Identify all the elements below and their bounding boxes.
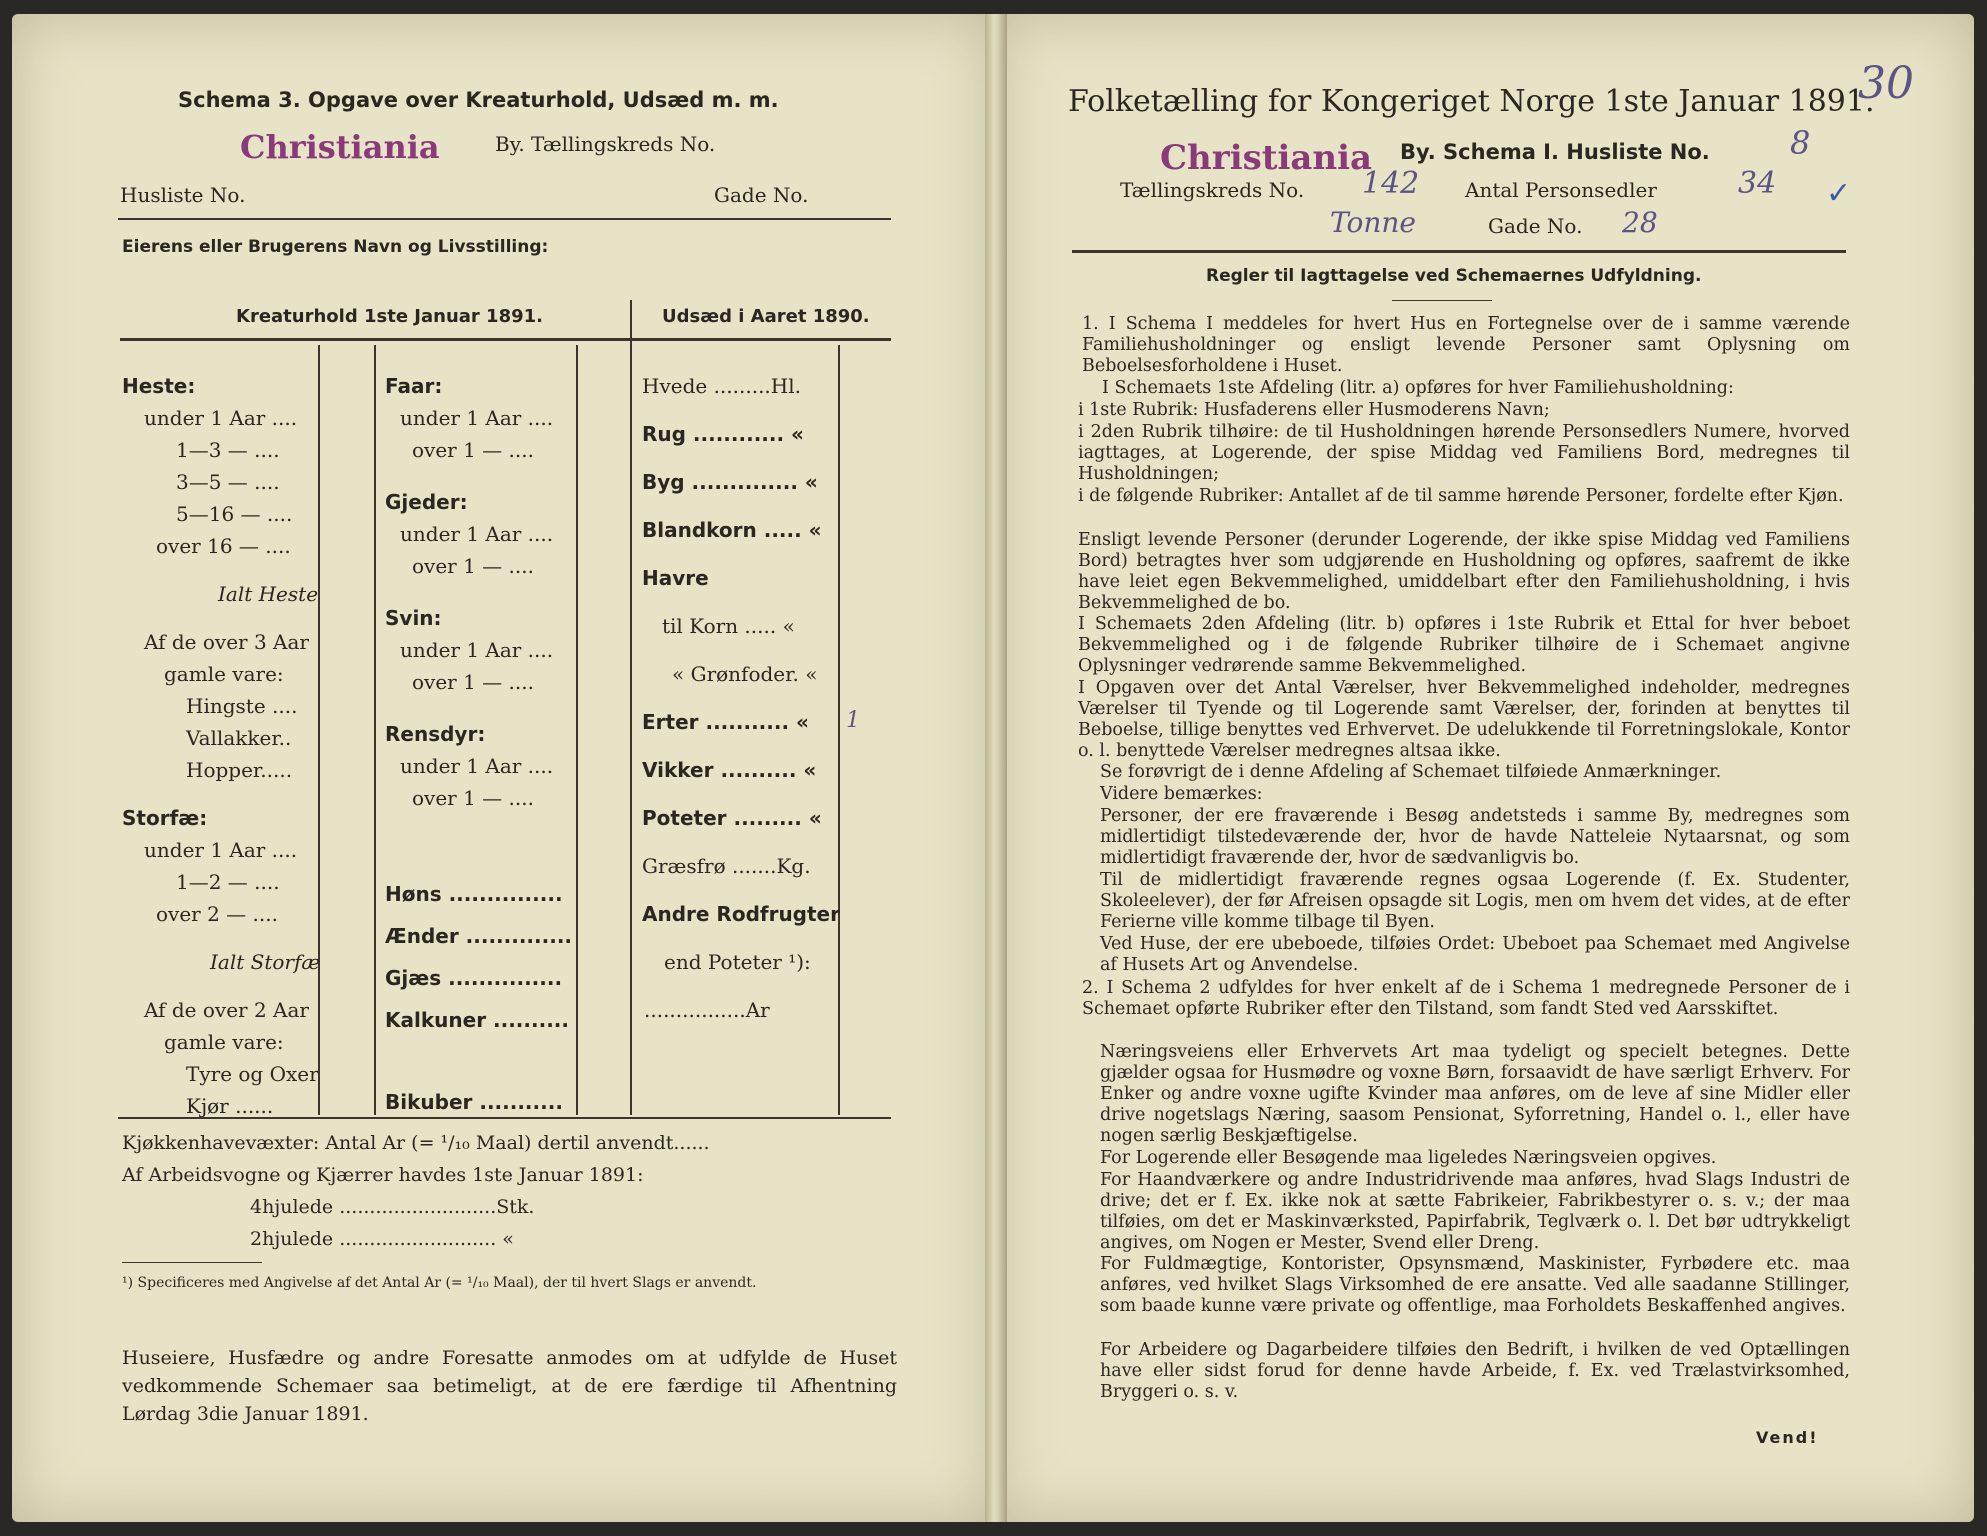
rule-item: For Haandværkere og andre Industridrivende maa anføres, hvad Slags Industri de drive; det er f. Ex. ikke nok at sætte Fabrikeier, Fabrikbestyrer o. s. v.; der maa tilføies, om det er Maskinværksted, Papirfabrik, Teglværk o. l. Det bør udtrykkeligt angives, om Nogen er Mester, Svend eller Dreng.: [1100, 1170, 1850, 1253]
page-number: 30: [1858, 58, 1914, 109]
right-title: Folketælling for Kongeriget Norge 1ste Januar 1891.: [1068, 84, 1875, 119]
col2-row: over 1 — ....: [412, 786, 534, 810]
antal-label: Antal Personsedler: [1465, 178, 1657, 202]
col3-row: Blandkorn ..... «: [642, 518, 822, 542]
rule-item: 2. I Schema 2 udfyldes for hver enkelt af de i Schema 1 medregnede Personer de i Schemaet opførte Rubriker efter den Tilstand, som fandt Sted ved Aarsskiftet.: [1082, 978, 1850, 1019]
col1-row: Ialt Heste: [218, 582, 319, 606]
col3-row: « Grønfoder. «: [672, 662, 818, 686]
rule-item: i de følgende Rubriker: Antallet af de til samme hørende Personer, fordelte efter Kjøn.: [1078, 486, 1844, 506]
rule-item: For Logerende eller Besøgende maa ligeledes Næringsveien opgives.: [1100, 1148, 1717, 1168]
col1-row: Vallakker..: [186, 726, 292, 750]
right-city-stamp: Christiania: [1160, 138, 1373, 178]
rule-item: 1. I Schema I meddeles for hvert Hus en Fortegnelse over de i samme værende Familiehusholdninger og ensligt levende Personer samt Oplysning om Beboelsesforholdene i Huset.: [1082, 314, 1850, 376]
rule-item: Ved Huse, der ere ubeboede, tilføies Ordet: Ubeboet paa Schemaet med Angivelse af Husets Art og Anvendelse.: [1100, 934, 1850, 975]
arbeid-line: Af Arbeidsvogne og Kjærrer havdes 1ste Januar 1891:: [122, 1164, 644, 1186]
left-by-label: By. Tællingskreds No.: [495, 132, 716, 156]
col2-row: under 1 Aar ....: [400, 638, 554, 662]
col1-row: 5—16 — ....: [176, 502, 293, 526]
col2-row: Bikuber ...........: [385, 1090, 563, 1114]
rules-title-rule: [1392, 300, 1492, 301]
gade-name: Tonne: [1330, 206, 1416, 239]
col1-row: Kjør ......: [186, 1094, 274, 1118]
rules-title: Regler til Iagttagelse ved Schemaernes Udfyldning.: [1206, 266, 1702, 286]
col3-row: ................Ar: [644, 998, 770, 1022]
col2-row: under 1 Aar ....: [400, 406, 554, 430]
erter-value: 1: [846, 708, 860, 733]
left-city-stamp: Christiania: [240, 128, 440, 166]
col1-row: Hopper.....: [186, 758, 293, 782]
col3-row: Erter ........... «: [642, 710, 809, 734]
col1-row: over 16 — ....: [156, 534, 291, 558]
closing-text: Huseiere, Husfædre og andre Foresatte anmodes om at udfylde de Huset vedkommende Schemaer saa betimeligt, at de ere færdige til Afhentning Lørdag 3die Januar 1891.: [122, 1347, 897, 1425]
rule-item: Personer, der ere fraværende i Besøg andetsteds i samme By, medregnes som midlertidigt tilstedeværende der, hvor de havde Natteleie Nytaarsnat, og som midlertidigt fraværende der, hvor de sædvanligvis bo.: [1100, 806, 1850, 868]
left-eier-label: Eierens eller Brugerens Navn og Livsstilling:: [122, 237, 549, 257]
col2-row: over 1 — ....: [412, 438, 534, 462]
col2-row: Rensdyr:: [385, 722, 486, 746]
rule-item: Videre bemærkes:: [1100, 784, 1263, 804]
left-rule-1: [118, 218, 891, 220]
col2-row: under 1 Aar ....: [400, 522, 554, 546]
col2-row: Faar:: [385, 374, 443, 398]
gade-label: Gade No.: [1488, 214, 1583, 238]
header-rule: [120, 338, 891, 341]
kreds-no: 142: [1362, 166, 1420, 201]
col3-row: Poteter ......... «: [642, 806, 822, 830]
col1-row: Af de over 2 Aar: [144, 998, 309, 1022]
col2-row: Svin:: [385, 606, 442, 630]
rule-item: For Fuldmægtige, Kontorister, Opsynsmænd, Maskinister, Fyrbødere etc. maa anføres, ved hvilket Slags Virksomhed de ere ansatte. Ved alle saadanne Stillinger, som baade kunne være private og offentlige, maa Forholdets Beskaffenhed angives.: [1100, 1254, 1850, 1316]
col3-row: Rug ............ «: [642, 422, 804, 446]
antal-no: 34: [1738, 166, 1777, 201]
column-divider-1: [318, 345, 320, 1115]
rule-item: I Opgaven over det Antal Værelser, hver Bekvemmelighed indeholder, medregnes Værelser til Tyende og til Logerende samt Værelser, der, forinden at benyttes til Beboelse, tillige benyttes ved Erhvervet. De udelukkende til Forretningslokale, Kontor o. l. benyttede Værelser medregnes altsaa ikke.: [1078, 678, 1850, 761]
footnote-rule: [122, 1262, 262, 1263]
kreatur-header: Kreaturhold 1ste Januar 1891.: [236, 306, 543, 327]
col2-row: Høns ...............: [385, 882, 563, 906]
col1-row: under 1 Aar ....: [144, 838, 298, 862]
col2-row: Gjeder:: [385, 490, 468, 514]
rule-item: Til de midlertidigt fraværende regnes ogsaa Logerende (f. Ex. Studenter, Skoleelever), der før Afreisen opsagde sit Logis, men om hvem det vides, at de efter Ferierne ville komme tilbage til Byen.: [1100, 870, 1850, 932]
col1-row: Heste:: [122, 374, 196, 398]
col3-row: end Poteter ¹):: [664, 950, 811, 974]
rule-item: For Arbeidere og Dagarbeidere tilføies den Bedrift, i hvilken de ved Optællingen have eller sidst forud for denne havde Arbeide, f. Ex. ved Trælastvirksomhed, Bryggeri o. s. v.: [1100, 1340, 1850, 1402]
col3-row: til Korn ..... «: [662, 614, 795, 638]
col1-row: gamle vare:: [164, 662, 284, 686]
udsaed-header: Udsæd i Aaret 1890.: [662, 306, 870, 327]
footnote: ¹) Specificeres med Angivelse af det Antal Ar (= ¹/₁₀ Maal), der til hvert Slags er anvendt.: [122, 1275, 757, 1291]
gade-no: 28: [1622, 206, 1658, 239]
col1-row: under 1 Aar ....: [144, 406, 298, 430]
col3-row: Hvede .........Hl.: [642, 374, 801, 398]
col1-row: Storfæ:: [122, 806, 208, 830]
rule-item: Se forøvrigt de i denne Afdeling af Schemaet tilføiede Anmærkninger.: [1100, 762, 1722, 782]
vend-label: Vend!: [1756, 1428, 1819, 1447]
rule-item: i 2den Rubrik tilhøire: de til Husholdningen hørende Personsedlers Numere, hvorved iagttages, at Logerende, der spise Middag ved Familiens Bord, medregnes til Husholdningen;: [1078, 422, 1850, 484]
col1-row: Af de over 3 Aar: [144, 630, 309, 654]
col2-row: Ænder ..............: [385, 924, 573, 948]
book-spine: [985, 14, 1007, 1522]
col1-row: Hingste ....: [186, 694, 298, 718]
kreds-label: Tællingskreds No.: [1120, 178, 1305, 202]
col3-row: Vikker .......... «: [642, 758, 817, 782]
col1-row: 1—3 — ....: [176, 438, 280, 462]
check-mark: ✓: [1826, 176, 1852, 211]
column-divider-main: [630, 300, 632, 1115]
left-title: Schema 3. Opgave over Kreaturhold, Udsæd m. m.: [178, 88, 779, 112]
husliste-no: 8: [1790, 124, 1811, 162]
left-gade-label: Gade No.: [714, 183, 809, 207]
rule-item: Ensligt levende Personer (derunder Logerende, der ikke spise Middag ved Familiens Bord) betragtes hver som udgjørende en Husholdning og opføres, saafremt de ikke have leiet egen Bekvemmelighed, umiddelbart efter den Familiehusholdning, i hvis Bekvemmelighed de bo.: [1078, 530, 1850, 613]
rule-item: Næringsveiens eller Erhvervets Art maa tydeligt og specielt betegnes. Dette gjælder ogsaa for Husmødre og voxne Børn, forsaavidt de have særligt Erhverv. For Enker og andre voxne ugifte Kvinder maa anføres, om de leve af sine Midler eller drive nogetslags Næring, saasom Pensionat, Syforretning, Handel o. l., eller have nogen særlig Beskjæftigelse.: [1100, 1042, 1850, 1146]
right-rule: [1072, 250, 1846, 253]
kjokken-line: Kjøkkenhavevæxter: Antal Ar (= ¹/₁₀ Maal) dertil anvendt......: [122, 1132, 710, 1154]
to-hjul-line: 2hjulede .......................... «: [250, 1228, 514, 1250]
column-divider-4: [838, 345, 840, 1115]
column-divider-3: [576, 345, 578, 1115]
rule-item: I Schemaets 2den Afdeling (litr. b) opføres i 1ste Rubrik et Ettal for hver beboet Bekvemmelighed og i de følgende Rubriker tilhøire de i Schemaet angivne Oplysninger vedrørende samme Bekvemmelighed.: [1078, 614, 1850, 676]
fire-hjul-line: 4hjulede ..........................Stk.: [250, 1196, 535, 1218]
col1-row: gamle vare:: [164, 1030, 284, 1054]
col2-row: under 1 Aar ....: [400, 754, 554, 778]
rule-item: i 1ste Rubrik: Husfaderens eller Husmoderens Navn;: [1078, 400, 1550, 420]
col3-row: Byg .............. «: [642, 470, 818, 494]
column-divider-2: [374, 345, 376, 1115]
col1-row: Ialt Storfæ: [210, 950, 321, 974]
rule-item: I Schemaets 1ste Afdeling (litr. a) opføres for hver Familiehusholdning:: [1102, 378, 1734, 398]
col1-row: Tyre og Oxer: [186, 1062, 319, 1086]
col2-row: over 1 — ....: [412, 554, 534, 578]
col3-row: Græsfrø .......Kg.: [642, 854, 811, 878]
col2-row: Gjæs ...............: [385, 966, 563, 990]
col1-row: 1—2 — ....: [176, 870, 280, 894]
col3-row: Andre Rodfrugter: [642, 902, 840, 926]
col2-row: over 1 — ....: [412, 670, 534, 694]
schema-line: By. Schema I. Husliste No.: [1400, 140, 1710, 164]
col1-row: 3—5 — ....: [176, 470, 280, 494]
col1-row: over 2 — ....: [156, 902, 278, 926]
col3-row: Havre: [642, 566, 709, 590]
col2-row: Kalkuner ..........: [385, 1008, 569, 1032]
left-husliste-label: Husliste No.: [120, 183, 246, 207]
